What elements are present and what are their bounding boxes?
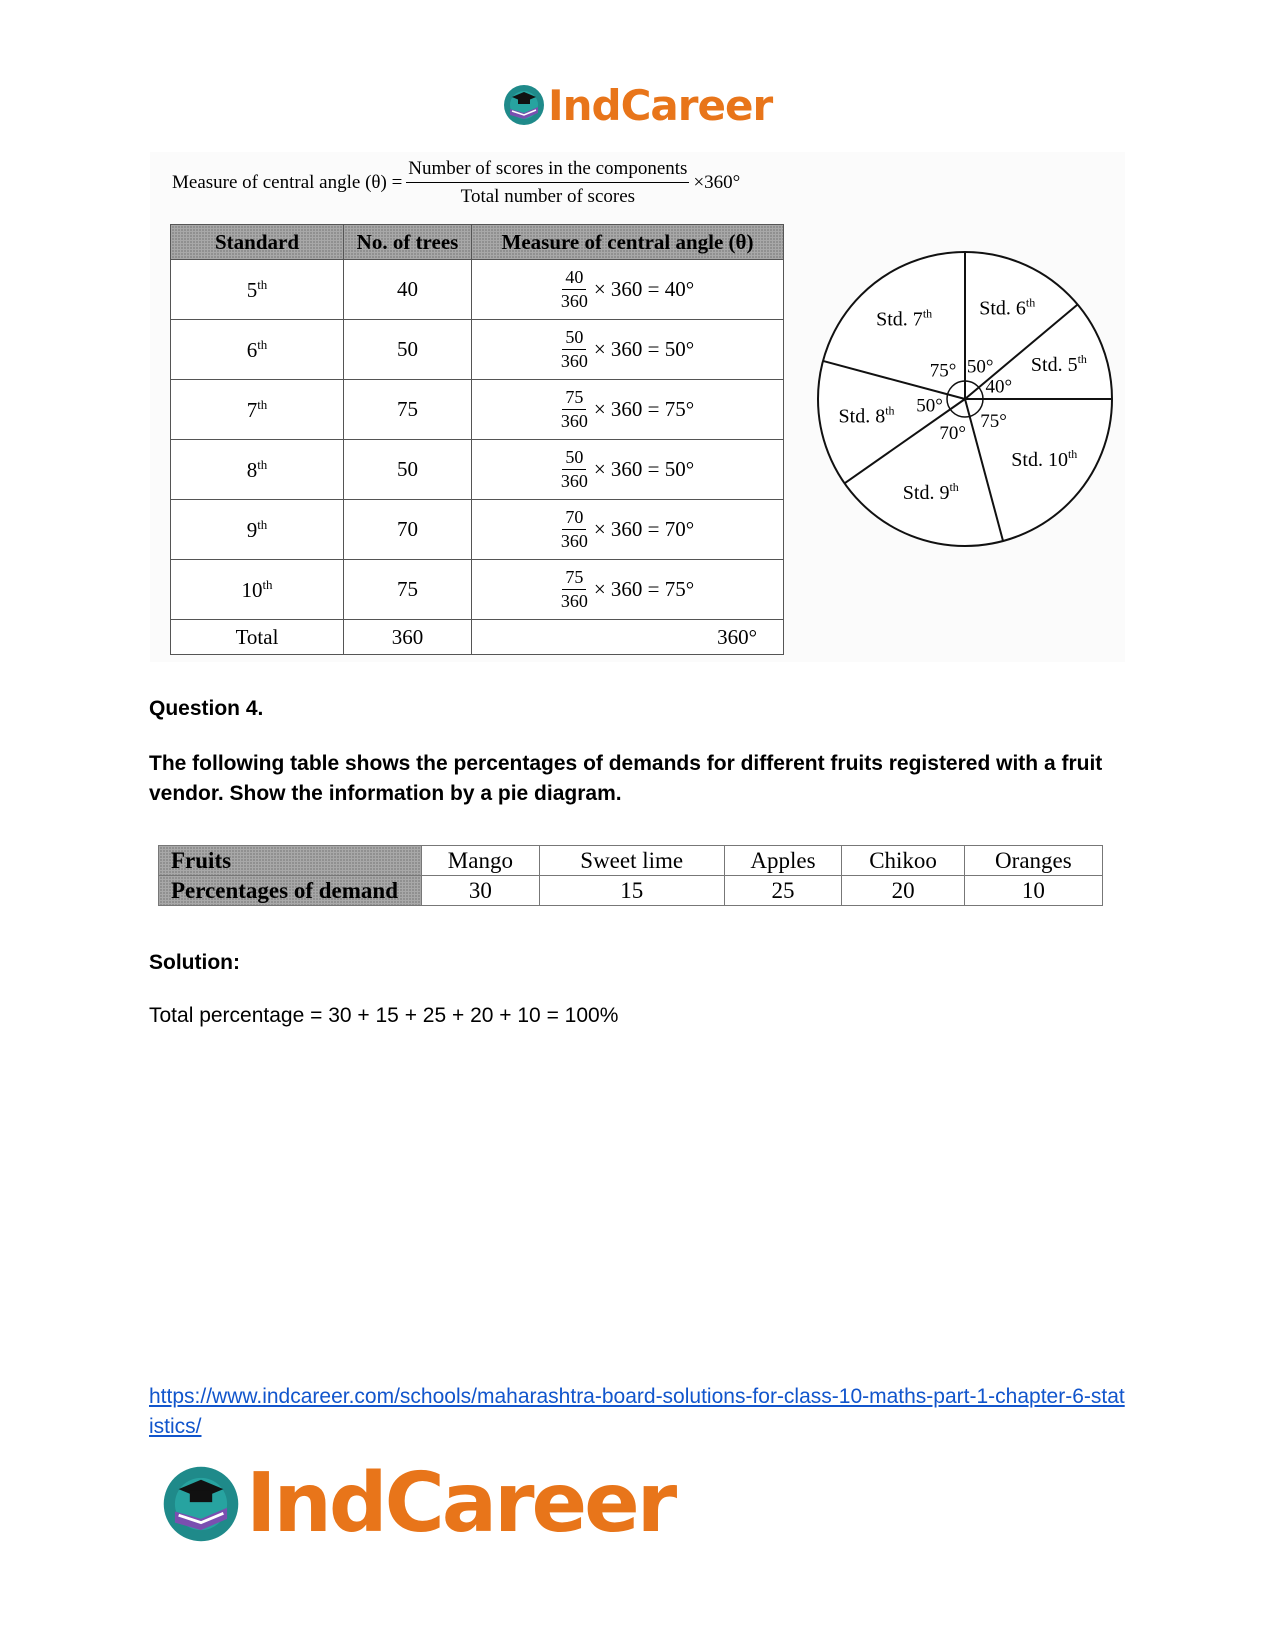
column-header: No. of trees	[344, 225, 472, 260]
column-header: Measure of central angle (θ)	[472, 225, 784, 260]
fruits-row	[159, 846, 1103, 876]
column-header: Standard	[171, 225, 344, 260]
percentage-cell: 15	[539, 876, 724, 906]
total-row: Total 360 360°	[171, 620, 784, 655]
slice-angle-label: 40°	[985, 376, 1013, 398]
brand-name: IndCareer	[246, 1456, 675, 1551]
slice-label: Std. 6th	[979, 295, 1036, 320]
indcareer-logo-top[interactable]	[502, 80, 772, 130]
scanned-solution-image	[150, 152, 1125, 662]
graduation-cap-book-icon	[502, 83, 546, 127]
slice-angle-label: 70°	[939, 422, 966, 444]
percentages-row	[159, 876, 1103, 906]
percentage-cell: 30	[422, 876, 540, 906]
indcareer-logo-bottom[interactable]	[160, 1456, 674, 1551]
row-header: Fruits	[159, 846, 422, 876]
slice-label: Std. 9th	[902, 479, 959, 504]
fruit-cell: Oranges	[964, 846, 1102, 876]
slice-label: Std. 7th	[876, 306, 933, 331]
table-row: 8th 50 $\frac{50}{360}$ × 360 = 50°	[171, 440, 784, 500]
slice-label: Std. 10th	[1011, 446, 1078, 471]
question-text: The following table shows the percentages of demands for different fruits registered with a fruit vendor. Show the information by a pie diagram.	[149, 752, 1103, 805]
trees-pie-diagram	[810, 244, 1120, 554]
slice-angle-label: 50°	[916, 395, 943, 417]
slice-label: Std. 8th	[838, 403, 895, 428]
table-row: 7th 75 $\frac{75}{360}$ × 360 = 75°	[171, 380, 784, 440]
solution-text: Total percentage = 30 + 15 + 25 + 20 + 10 = 100%	[149, 1004, 619, 1027]
source-link[interactable]: https://www.indcareer.com/schools/maharashtra-board-solutions-for-class-10-maths-part-1-chapter-6-statistics/	[149, 1385, 1125, 1438]
fruit-cell: Chikoo	[842, 846, 964, 876]
slice-angle-label: 75°	[929, 360, 957, 382]
brand-name: IndCareer	[548, 80, 773, 130]
slice-angle-label: 75°	[980, 410, 1007, 432]
central-angle-formula: Measure of central angle (θ) = $\frac{\text{Number of scores in the components}}{\text{Total number of scores}}$ ×360°	[172, 158, 741, 207]
percentage-cell: 10	[964, 876, 1102, 906]
fruit-cell: Apples	[724, 846, 842, 876]
slice-label: Std. 5th	[1030, 351, 1087, 376]
row-header: Percentages of demand	[159, 876, 422, 906]
percentage-cell: 20	[842, 876, 964, 906]
slice-angle-label: 50°	[966, 356, 994, 378]
percentage-cell: 25	[724, 876, 842, 906]
table-row: 5th 40 $\frac{40}{360}$ × 360 = 40°	[171, 260, 784, 320]
trees-table	[170, 224, 784, 655]
table-row: 9th 70 $\frac{70}{360}$ × 360 = 70°	[171, 500, 784, 560]
solution-title: Solution:	[149, 951, 240, 974]
fruits-table	[158, 845, 1103, 906]
table-row: 6th 50 $\frac{50}{360}$ × 360 = 50°	[171, 320, 784, 380]
table-row: 10th 75 $\frac{75}{360}$ × 360 = 75°	[171, 560, 784, 620]
question-title: Question 4.	[149, 697, 264, 720]
fruit-cell: Mango	[422, 846, 540, 876]
graduation-cap-book-icon	[160, 1463, 242, 1545]
fruit-cell: Sweet lime	[539, 846, 724, 876]
